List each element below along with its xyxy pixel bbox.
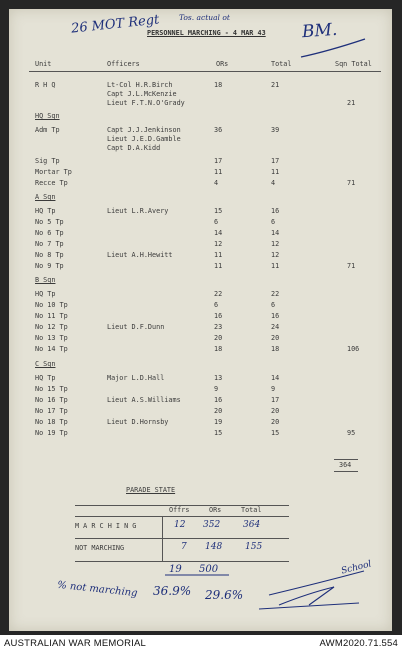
row-29-total: 20 (271, 418, 280, 426)
row-9-ors: 4 (214, 179, 219, 187)
row-12-ors: 6 (214, 218, 219, 226)
row-26-total: 9 (271, 385, 276, 393)
total-rule-bottom (334, 471, 358, 472)
row-30-sqn-total: 95 (347, 429, 356, 437)
row-11-total: 16 (271, 207, 280, 215)
row-0-total: 21 (271, 81, 280, 89)
row-26-unit: No 15 Tp (35, 385, 68, 393)
row-11-unit: HQ Tp (35, 207, 56, 215)
parade-state-title: PARADE STATE (126, 486, 176, 494)
row-19-total: 6 (271, 301, 276, 309)
row-10-unit: A Sqn (35, 193, 56, 201)
row-25-unit: HQ Tp (35, 374, 56, 382)
col-header-unit: Unit (35, 60, 52, 68)
row-6-officers: Capt D.A.Kidd (107, 144, 161, 152)
row-26-ors: 9 (214, 385, 219, 393)
row-11-officers: Lieut L.R.Avery (107, 207, 169, 215)
footer-accession: AWM2020.71.554 (319, 638, 398, 649)
row-3-unit: HQ Sqn (35, 112, 60, 120)
not-marching-offrs: 7 (181, 542, 187, 552)
row-28-total: 20 (271, 407, 280, 415)
row-20-ors: 16 (214, 312, 223, 320)
row-4-total: 39 (271, 126, 280, 134)
row-29-unit: No 18 Tp (35, 418, 68, 426)
parade-rule-3 (75, 538, 289, 539)
parade-header-offrs: Offrs (169, 506, 190, 514)
row-21-ors: 23 (214, 323, 223, 331)
row-4-officers: Capt J.J.Jenkinson (107, 126, 181, 134)
document-title: PERSONNEL MARCHING - 4 MAR 43 (147, 29, 266, 37)
row-9-sqn-total: 71 (347, 179, 356, 187)
marching-ors: 352 (203, 520, 221, 530)
row-23-unit: No 14 Tp (35, 345, 68, 353)
marching-offrs: 12 (174, 520, 186, 530)
pct-not-marching-label: % not marching (56, 579, 139, 600)
row-14-ors: 12 (214, 240, 223, 248)
row-16-total: 11 (271, 262, 280, 270)
row-21-total: 24 (271, 323, 280, 331)
row-29-ors: 19 (214, 418, 223, 426)
row-9-total: 4 (271, 179, 276, 187)
row-9-unit: Recce Tp (35, 179, 68, 187)
marching-label: M A R C H I N G (75, 522, 137, 530)
document-page (9, 9, 392, 631)
marching-total: 364 (243, 520, 261, 530)
row-21-officers: Lieut D.F.Dunn (107, 323, 165, 331)
row-7-ors: 17 (214, 157, 223, 165)
row-1-officers: Capt J.L.McKenzie (107, 90, 177, 98)
row-21-unit: No 12 Tp (35, 323, 68, 331)
row-7-total: 17 (271, 157, 280, 165)
row-22-ors: 20 (214, 334, 223, 342)
initials-underline (299, 37, 369, 61)
row-25-officers: Major L.D.Hall (107, 374, 165, 382)
row-24-unit: C Sqn (35, 360, 56, 368)
not-marching-total: 155 (245, 542, 263, 552)
sum-ors: 500 (199, 564, 219, 575)
row-20-total: 16 (271, 312, 280, 320)
row-11-ors: 15 (214, 207, 223, 215)
row-18-unit: HQ Tp (35, 290, 56, 298)
handwritten-note: Tos. actual ot (179, 13, 230, 22)
parade-rule-4 (75, 561, 289, 562)
row-0-unit: R H Q (35, 81, 56, 89)
row-0-ors: 18 (214, 81, 223, 89)
row-16-sqn-total: 71 (347, 262, 356, 270)
handwritten-initials: BM. (301, 19, 338, 43)
row-22-total: 20 (271, 334, 280, 342)
row-15-total: 12 (271, 251, 280, 259)
row-23-total: 18 (271, 345, 280, 353)
row-19-unit: No 10 Tp (35, 301, 68, 309)
sum-offrs: 19 (169, 564, 182, 575)
row-22-unit: No 13 Tp (35, 334, 68, 342)
school-note: School (340, 559, 373, 577)
row-28-ors: 20 (214, 407, 223, 415)
row-12-total: 6 (271, 218, 276, 226)
row-19-ors: 6 (214, 301, 219, 309)
handwritten-strokes (159, 565, 379, 615)
row-18-total: 22 (271, 290, 280, 298)
col-header-sqn-total: Sqn Total (335, 60, 372, 68)
row-8-ors: 11 (214, 168, 223, 176)
row-25-ors: 13 (214, 374, 223, 382)
row-30-ors: 15 (214, 429, 223, 437)
archive-footer (0, 635, 402, 653)
parade-header-total: Total (241, 506, 262, 514)
parade-header-ors: ORs (209, 506, 222, 514)
row-4-ors: 36 (214, 126, 223, 134)
col-header-officers: Officers (107, 60, 140, 68)
row-17-unit: B Sqn (35, 276, 56, 284)
footer-institution: AUSTRALIAN WAR MEMORIAL (4, 638, 147, 649)
row-14-unit: No 7 Tp (35, 240, 64, 248)
header-rule (29, 71, 381, 72)
not-marching-ors: 148 (205, 542, 223, 552)
row-13-unit: No 6 Tp (35, 229, 64, 237)
row-14-total: 12 (271, 240, 280, 248)
row-15-ors: 11 (214, 251, 223, 259)
row-30-unit: No 19 Tp (35, 429, 68, 437)
row-27-officers: Lieut A.S.Williams (107, 396, 181, 404)
row-7-unit: Sig Tp (35, 157, 60, 165)
row-15-officers: Lieut A.H.Hewitt (107, 251, 173, 259)
grand-total: 364 (339, 461, 352, 469)
col-header-total: Total (271, 60, 292, 68)
row-23-ors: 18 (214, 345, 223, 353)
row-20-unit: No 11 Tp (35, 312, 68, 320)
pct-value-1: 36.9% (153, 584, 192, 598)
parade-rule-2 (75, 516, 289, 517)
row-23-sqn-total: 106 (347, 345, 360, 353)
pct-value-2: 29.6% (205, 588, 244, 602)
row-27-ors: 16 (214, 396, 223, 404)
row-8-total: 11 (271, 168, 280, 176)
row-12-unit: No 5 Tp (35, 218, 64, 226)
row-16-ors: 11 (214, 262, 223, 270)
row-27-unit: No 16 Tp (35, 396, 68, 404)
row-13-total: 14 (271, 229, 280, 237)
row-15-unit: No 8 Tp (35, 251, 64, 259)
row-2-sqn-total: 21 (347, 99, 356, 107)
col-header-ors: ORs (216, 60, 229, 68)
total-rule-top (334, 459, 358, 460)
row-30-total: 15 (271, 429, 280, 437)
row-28-unit: No 17 Tp (35, 407, 68, 415)
row-29-officers: Lieut D.Hornsby (107, 418, 169, 426)
row-25-total: 14 (271, 374, 280, 382)
row-27-total: 17 (271, 396, 280, 404)
row-5-officers: Lieut J.E.D.Gamble (107, 135, 181, 143)
row-0-officers: Lt-Col H.R.Birch (107, 81, 173, 89)
handwritten-unit: 26 MOT Regt (70, 12, 161, 37)
not-marching-label: NOT MARCHING (75, 544, 125, 552)
row-8-unit: Mortar Tp (35, 168, 72, 176)
row-16-unit: No 9 Tp (35, 262, 64, 270)
row-13-ors: 14 (214, 229, 223, 237)
row-18-ors: 22 (214, 290, 223, 298)
row-4-unit: Adm Tp (35, 126, 60, 134)
row-2-officers: Lieut F.T.N.O'Grady (107, 99, 185, 107)
